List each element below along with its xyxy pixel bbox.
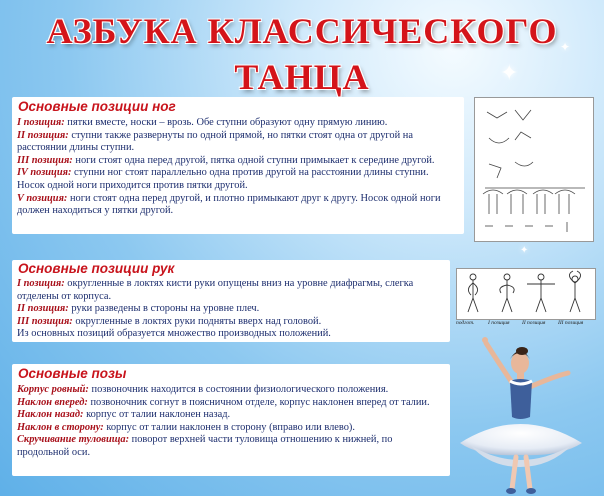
arm-positions-diagram bbox=[456, 268, 596, 320]
sparkle-icon: ✦ bbox=[560, 40, 571, 54]
leg-position-5: V позиция: ноги стоят одна перед другой, и плотно примыкают друг к другу. Носок одной ноги должен находиться у пятки другой. bbox=[17, 192, 441, 217]
legs-heading: Основные позиции ног bbox=[18, 99, 176, 114]
pose-backward: Наклон назад: корпус от талии наклонен назад. bbox=[17, 409, 231, 421]
arm-position-2: II позиция: руки разведены в стороны на уровне плеч. bbox=[17, 303, 260, 315]
arm-positions-note: Из основных позиций образуется множество производных положений. bbox=[17, 328, 331, 340]
arms-heading: Основные позиции рук bbox=[18, 261, 175, 276]
arm-position-1: I позиция: округленные в локтях кисти руки опущены вниз на уровне диафрагмы, слегка отделены от корпуса. bbox=[17, 278, 414, 302]
sparkle-icon: ✦ bbox=[520, 245, 529, 256]
pose-twist: Скручивание туловища: поворот верхней части туловища отношению к нижней, по продольной оси. bbox=[17, 434, 393, 458]
arm-caption-1: I позиция bbox=[488, 320, 510, 326]
pose-sideways: Наклон в сторону: корпус от талии наклонен в сторону (вправо или влево). bbox=[17, 421, 355, 433]
poses-heading: Основные позы bbox=[18, 366, 127, 381]
pose-straight: Корпус ровный: позвоночник находится в состоянии физиологического положения. bbox=[17, 384, 389, 395]
page-title-line-2: ТАНЦА bbox=[234, 57, 370, 97]
arms-text bbox=[17, 278, 445, 341]
pose-forward: Наклон вперед: позвоночник согнут в поясничном отделе, корпус наклонен вперед от талии. bbox=[17, 396, 430, 408]
ballerina-illustration bbox=[440, 325, 604, 496]
legs-text bbox=[17, 117, 457, 218]
leg-position-3: III позиция: ноги стоят одна перед другой, пятка одной ступни примыкает к середине другой. bbox=[17, 154, 435, 166]
feet-positions-illustration bbox=[475, 98, 593, 241]
arm-caption-2: II позиция bbox=[522, 320, 546, 326]
leg-position-1: I позиция: пятки вместе, носки – врозь. Обе ступни образуют одну прямую линию. bbox=[17, 117, 388, 128]
arm-positions-illustration bbox=[457, 269, 595, 319]
leg-position-4: IV позиция: ступни ног стоят параллельно одна против другой на расстоянии длины ступни. Носок одной ноги приходится против пятки другой. bbox=[17, 167, 429, 191]
feet-positions-diagram bbox=[474, 97, 594, 242]
poses-text bbox=[17, 384, 445, 460]
arm-caption-0: подгот. bbox=[456, 320, 475, 326]
arm-position-3: III позиция: округленные в локтях руки подняты вверх над головой. bbox=[17, 315, 322, 327]
page-title-line-1: АЗБУКА КЛАССИЧЕСКОГО bbox=[46, 11, 558, 51]
leg-position-2: II позиция: ступни также развернуты по одной прямой, но пятки стоят одна от другой на расстоянии длины ступни. bbox=[17, 129, 413, 154]
arm-caption-3: III позиция bbox=[558, 320, 584, 326]
sparkle-icon: ✦ bbox=[500, 60, 519, 85]
